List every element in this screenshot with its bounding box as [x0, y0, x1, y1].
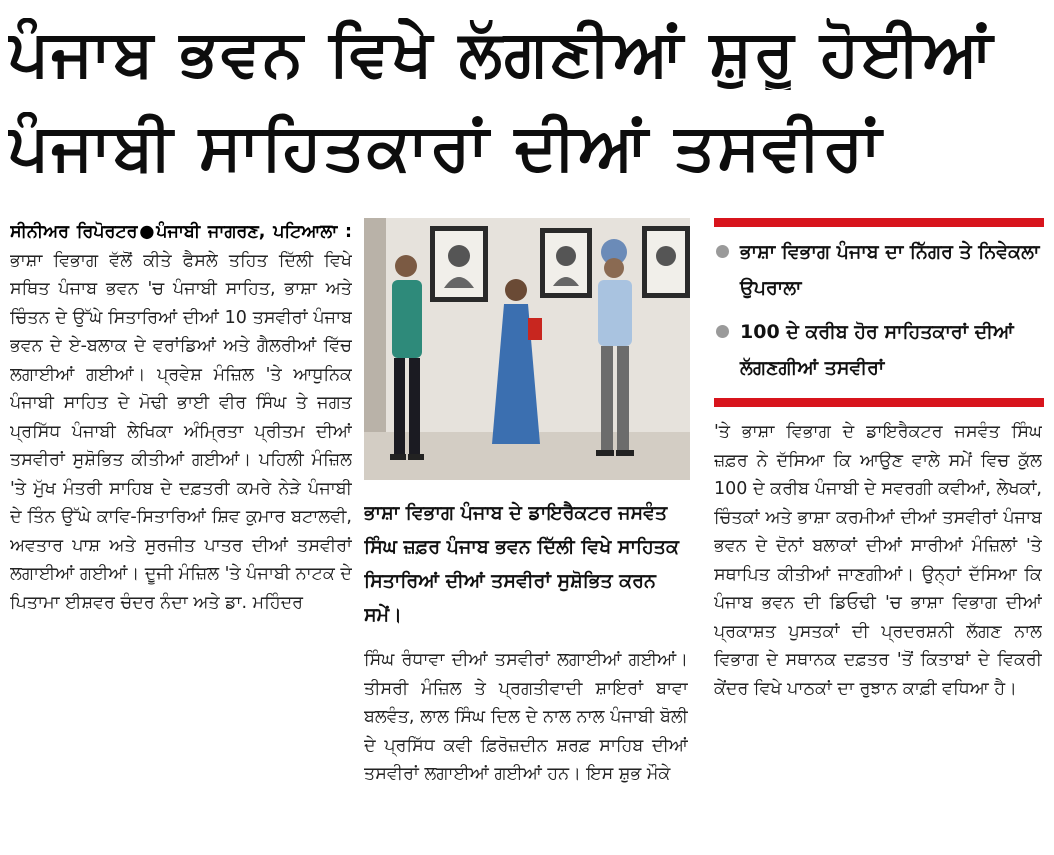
news-photo — [364, 218, 690, 480]
byline: ਸੀਨੀਅਰ ਰਿਪੋਰਟਰ●ਪੰਜਾਬੀ ਜਾਗਰਣ, ਪਟਿਆਲਾ : — [10, 222, 352, 242]
highlight-top-rule — [714, 218, 1044, 227]
highlight-text: 100 ਦੇ ਕਰੀਬ ਹੋਰ ਸਾਹਿਤਕਾਰਾਂ ਦੀਆਂ ਲੱਗਣਗੀਆਂ ਤਸਵੀਰਾਂ — [740, 321, 1014, 379]
article-column-3: 'ਤੇ ਭਾਸ਼ਾ ਵਿਭਾਗ ਦੇ ਡਾਇਰੈਕਟਰ ਜਸਵੰਤ ਸਿੰਘ ਜ਼ਫ਼ਰ ਨੇ ਦੱਸਿਆ ਕਿ ਆਉਣ ਵਾਲੇ ਸਮੇਂ ਵਿਚ ਕੁੱਲ 100 ਦੇ ਕਰੀਬ ਪੰਜਾਬੀ ਦੇ ਸਵਰਗੀ ਕਵੀਆਂ, ਲੇਖਕਾਂ, ਚਿੰਤਕਾਂ ਅਤੇ ਭਾਸ਼ਾ ਕਰਮੀਆਂ ਦੀਆਂ ਤਸਵੀਰਾਂ ਪੰਜਾਬ ਭਵਨ ਦੇ ਦੋਨਾਂ ਬਲਾਕਾਂ ਦੀਆਂ ਸਾਰੀਆਂ ਮੰਜ਼ਿਲਾਂ 'ਤੇ ਸਥਾਪਿਤ ਕੀਤੀਆਂ ਜਾਣਗੀਆਂ। ਉਨ੍ਹਾਂ ਦੱਸਿਆ ਕਿ ਪੰਜਾਬ ਭਵਨ ਦੀ ਡਿਓਢੀ 'ਚ ਭਾਸ਼ਾ ਵਿਭਾਗ ਦੀਆਂ ਪ੍ਰਕਾਸ਼ਤ ਪੁਸਤਕਾਂ ਦੀ ਪ੍ਰਦਰਸ਼ਨੀ ਲੱਗਣ ਨਾਲ ਵਿਭਾਗ ਦੇ ਸਥਾਨਕ ਦਫ਼ਤਰ 'ਤੋਂ ਕਿਤਾਬਾਂ ਦੇ ਵਿਕਰੀ ਕੇਂਦਰ ਵਿਖੇ ਪਾਠਕਾਂ ਦਾ ਰੁਝਾਨ ਕਾਫ਼ੀ ਵਧਿਆ ਹੈ। — [714, 422, 1042, 699]
photo-caption: ਭਾਸ਼ਾ ਵਿਭਾਗ ਪੰਜਾਬ ਦੇ ਡਾਇਰੈਕਟਰ ਜਸਵੰਤ ਸਿੰਘ ਜ਼ਫ਼ਰ ਪੰਜਾਬ ਭਵਨ ਦਿੱਲੀ ਵਿਖੇ ਸਾਹਿਤਕ ਸਿਤਾਰਿਆਂ ਦੀਆਂ ਤਸਵੀਰਾਂ ਸੁਸ਼ੋਭਿਤ ਕਰਨ ਸਮੇਂ। — [364, 502, 679, 626]
portrait-frame-1 — [430, 226, 488, 302]
headline-line-1: ਪੰਜਾਬ ਭਵਨ ਵਿਖੇ ਲੱਗਣੀਆਂ ਸ਼ੁਰੂ ਹੋਈਆਂ — [8, 18, 995, 90]
highlight-bottom-rule — [714, 398, 1044, 407]
highlight-text: ਭਾਸ਼ਾ ਵਿਭਾਗ ਪੰਜਾਬ ਦਾ ਨਿੱਗਰ ਤੇ ਨਿਵੇਕਲਾ ਉਪਰਾਲਾ — [740, 241, 1040, 299]
portrait-frame-3 — [642, 226, 690, 298]
portrait-frame-2 — [540, 228, 592, 298]
highlight-item — [714, 234, 1044, 306]
article-column-2: ਸਿੰਘ ਰੰਧਾਵਾ ਦੀਆਂ ਤਸਵੀਰਾਂ ਲਗਾਈਆਂ ਗਈਆਂ। ਤੀਸਰੀ ਮੰਜ਼ਿਲ ਤੇ ਪ੍ਰਗਤੀਵਾਦੀ ਸ਼ਾਇਰਾਂ ਬਾਵਾ ਬਲਵੰਤ, ਲਾਲ ਸਿੰਘ ਦਿਲ ਦੇ ਨਾਲ ਨਾਲ ਪੰਜਾਬੀ ਬੋਲੀ ਦੇ ਪ੍ਰਸਿੱਧ ਕਵੀ ਫ਼ਿਰੋਜ਼ਦੀਨ ਸ਼ਰਫ਼ ਸਾਹਿਬ ਦੀਆਂ ਤਸਵੀਰਾਂ ਲਗਾਈਆਂ ਗਈਆਂ ਹਨ। ਇਸ ਸ਼ੁਭ ਮੌਕੇ — [364, 650, 688, 784]
article-text-1: ਭਾਸ਼ਾ ਵਿਭਾਗ ਵੱਲੋਂ ਕੀਤੇ ਫੈਸਲੇ ਤਹਿਤ ਦਿੱਲੀ ਵਿਖੇ ਸਥਿਤ ਪੰਜਾਬ ਭਵਨ 'ਚ ਪੰਜਾਬੀ ਸਾਹਿਤ, ਭਾਸ਼ਾ ਅਤੇ ਚਿੰਤਨ ਦੇ ਉੱਘੇ ਸਿਤਾਰਿਆਂ ਦੀਆਂ 10 ਤਸਵੀਰਾਂ ਪੰਜਾਬ ਭਵਨ ਦੇ ਏ-ਬਲਾਕ ਦੇ ਵਰਾਂਡਿਆਂ ਅਤੇ ਗੈਲਰੀਆਂ ਵਿੱਚ ਲਗਾਈਆਂ ਗਈਆਂ। ਪ੍ਰਵੇਸ਼ ਮੰਜ਼ਿਲ 'ਤੇ ਆਧੁਨਿਕ ਪੰਜਾਬੀ ਸਾਹਿਤ ਦੇ ਮੋਢੀ ਭਾਈ ਵੀਰ ਸਿੰਘ ਤੇ ਜਗਤ ਪ੍ਰਸਿੱਧ ਪੰਜਾਬੀ ਲੇਖਿਕਾ ਅੰਮ੍ਰਿਤਾ ਪ੍ਰੀਤਮ ਦੀਆਂ ਤਸਵੀਰਾਂ ਸੁਸ਼ੋਭਿਤ ਕੀਤੀਆਂ ਗਈਆਂ। ਪਹਿਲੀ ਮੰਜ਼ਿਲ 'ਤੇ ਮੁੱਖ ਮੰਤਰੀ ਸਾਹਿਬ ਦੇ ਦਫ਼ਤਰੀ ਕਮਰੇ ਨੇੜੇ ਪੰਜਾਬੀ ਦੇ ਤਿੰਨ ਉੱਘੇ ਕਾਵਿ-ਸਿਤਾਰਿਆਂ ਸ਼ਿਵ ਕੁਮਾਰ ਬਟਾਲਵੀ, ਅਵਤਾਰ ਪਾਸ਼ ਅਤੇ ਸੁਰਜੀਤ ਪਾਤਰ ਦੀਆਂ ਤਸਵੀਰਾਂ ਲਗਾਈਆਂ ਗਈਆਂ। ਦੂਜੀ ਮੰਜ਼ਿਲ 'ਤੇ ਪੰਜਾਬੀ ਨਾਟਕ ਦੇ ਪਿਤਾਮਾ ਈਸ਼ਵਰ ਚੰਦਰ ਨੰਦਾ ਅਤੇ ਡਾ. ਮਹਿੰਦਰ — [10, 250, 352, 613]
bullet-dot-icon — [716, 325, 729, 338]
highlights-box — [714, 234, 1044, 394]
gallery-photo-illustration — [364, 218, 690, 480]
highlight-item — [714, 314, 1044, 386]
article-column-1 — [10, 218, 352, 848]
headline-line-2: ਪੰਜਾਬੀ ਸਾਹਿਤਕਾਰਾਂ ਦੀਆਂ ਤਸਵੀਰਾਂ — [8, 112, 884, 184]
bullet-dot-icon — [716, 245, 729, 258]
